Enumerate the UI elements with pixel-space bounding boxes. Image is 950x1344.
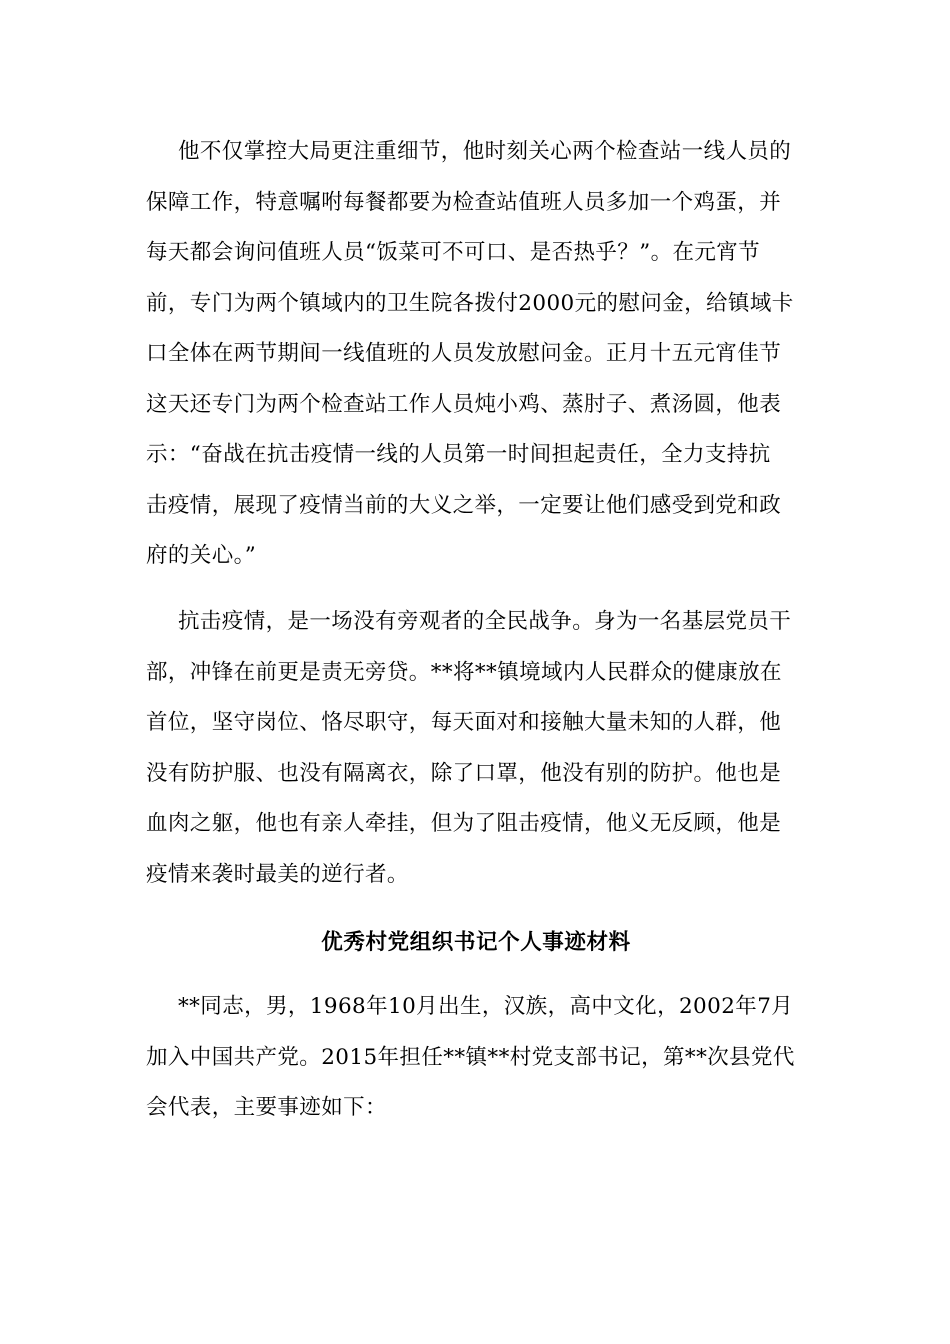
paragraph-3 <box>146 982 806 1134</box>
paragraph-line: 口全体在两节期间一线值班的人员发放慰问金。正月十五元宵佳节 <box>146 341 782 366</box>
paragraph-line: **同志，男，1968年10月出生，汉族，高中文化，2002年7月 <box>178 994 794 1019</box>
section-heading: 优秀村党组织书记个人事迹材料 <box>321 930 631 955</box>
paragraph-1 <box>146 127 806 582</box>
paragraph-line: 每天都会询问值班人员“饭菜可不可口、是否热乎？”。在元宵节 <box>146 240 761 265</box>
paragraph-line: 会代表，主要事迹如下： <box>146 1095 387 1120</box>
paragraph-line: 血肉之躯，他也有亲人牵挂，但为了阻击疫情，他义无反顾，他是 <box>146 811 782 836</box>
paragraph-line: 他不仅掌控大局更注重细节，他时刻关心两个检查站一线人员的 <box>178 139 792 164</box>
paragraph-line: 抗击疫情，是一场没有旁观者的全民战争。身为一名基层党员干 <box>178 609 792 634</box>
paragraph-line: 保障工作，特意嘱咐每餐都要为检查站值班人员多加一个鸡蛋，并 <box>146 189 782 215</box>
paragraph-line: 首位，坚守岗位、恪尽职守，每天面对和接触大量未知的人群，他 <box>146 710 782 735</box>
paragraph-line: 前，专门为两个镇域内的卫生院各拨付2000元的慰问金，给镇域卡 <box>146 290 794 316</box>
paragraph-line: 府的关心。” <box>146 543 257 568</box>
paragraph-line: 击疫情，展现了疫情当前的大义之举，一定要让他们感受到党和政 <box>146 492 782 518</box>
paragraph-line: 没有防护服、也没有隔离衣，除了口罩，他没有别的防护。他也是 <box>146 760 782 786</box>
paragraph-line: 加入中国共产党。2015年担任**镇**村党支部书记，第**次县党代 <box>146 1044 795 1070</box>
paragraph-line: 部，冲锋在前更是责无旁贷。**将**镇境域内人民群众的健康放在 <box>146 659 782 685</box>
paragraph-line: 这天还专门为两个检查站工作人员炖小鸡、蒸肘子、煮汤圆，他表 <box>146 391 782 417</box>
paragraph-line: 疫情来袭时最美的逆行者。 <box>146 861 409 887</box>
paragraph-2 <box>146 597 806 900</box>
paragraph-line: 示：“奋战在抗击疫情一线的人员第一时间担起责任，全力支持抗 <box>146 442 771 467</box>
